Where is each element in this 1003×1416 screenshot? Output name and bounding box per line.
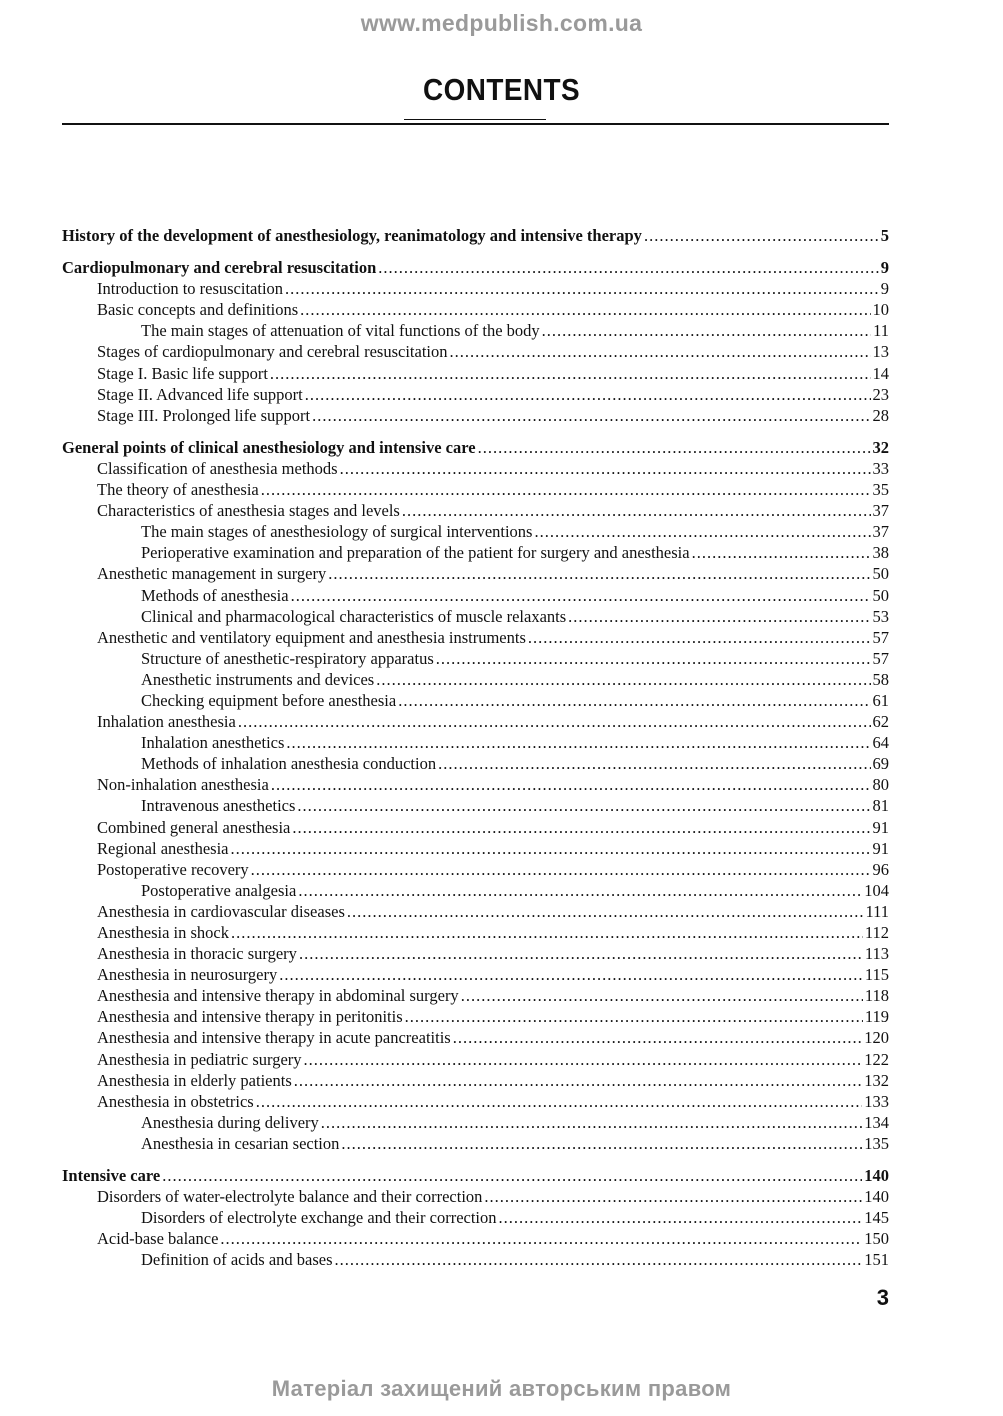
toc-entry-page: 113 — [864, 944, 889, 964]
dot-leader — [304, 1049, 863, 1070]
dot-leader — [321, 1112, 862, 1133]
toc-entry-page: 10 — [872, 300, 889, 320]
toc-entry[interactable] — [62, 732, 889, 753]
dot-leader — [305, 384, 871, 405]
toc-entry[interactable] — [62, 1049, 889, 1070]
toc-entry-page: 28 — [872, 405, 889, 425]
toc-entry-label: Anesthesia during delivery — [141, 1112, 319, 1132]
toc-entry-label: Stages of cardiopulmonary and cerebral resuscitation — [97, 342, 448, 362]
toc-entry-page: 80 — [872, 775, 889, 795]
toc-entry-label: Disorders of electrolyte exchange and their correction — [141, 1208, 497, 1228]
watermark-url: www.medpublish.com.ua — [360, 10, 643, 36]
toc-entry-page: 23 — [872, 384, 889, 404]
toc-entry-label: Introduction to resuscitation — [97, 279, 284, 299]
toc-entry[interactable] — [62, 1249, 889, 1270]
toc-entry-page: 120 — [864, 1028, 889, 1048]
toc-entry-label: Anesthesia in shock — [97, 923, 229, 942]
toc-entry-label: Perioperative examination and preparation of the patient for surgery and anesthesia — [141, 543, 690, 563]
dot-leader — [378, 257, 878, 278]
dot-leader — [340, 458, 871, 479]
toc-entry-label: Classification of anesthesia methods — [97, 458, 338, 478]
toc-entry[interactable] — [62, 1006, 889, 1027]
toc-section — [62, 225, 889, 246]
toc-entry-label: Combined general anesthesia — [97, 817, 291, 837]
dot-leader — [328, 563, 870, 584]
toc-entry[interactable] — [62, 606, 889, 627]
toc-entry-page: 37 — [872, 501, 889, 521]
toc-entry-label: Intravenous anesthetics — [141, 796, 296, 816]
toc-entry[interactable] — [62, 542, 889, 563]
toc-entry[interactable] — [62, 1228, 889, 1249]
toc-entry[interactable] — [62, 1070, 889, 1091]
dot-leader — [286, 732, 870, 753]
toc-entry-page: 133 — [864, 1091, 889, 1111]
toc-entry[interactable] — [62, 458, 889, 479]
dot-leader — [542, 320, 871, 341]
toc-entry-label: Postoperative analgesia — [141, 880, 297, 900]
toc-entry-page: 140 — [864, 1187, 889, 1207]
toc-entry-label: Definition of acids and bases — [141, 1250, 333, 1270]
toc-entry-page: 112 — [864, 923, 889, 942]
dot-leader — [220, 1228, 862, 1249]
toc-entry-label: Checking equipment before anesthesia — [141, 690, 397, 710]
dot-leader — [405, 1006, 863, 1027]
toc-entry[interactable] — [62, 943, 889, 964]
dot-leader — [292, 817, 870, 838]
toc-section — [62, 437, 889, 1154]
toc-entry-page: 58 — [872, 669, 889, 689]
toc-entry-page: 50 — [872, 585, 889, 605]
toc-entry[interactable] — [62, 500, 889, 521]
toc-entry[interactable] — [62, 1112, 889, 1133]
toc-entry-label: Postoperative recovery — [97, 859, 249, 879]
toc-entry-label: The theory of anesthesia — [97, 480, 259, 500]
toc-entry-page: 11 — [873, 321, 889, 341]
toc-entry-page: 118 — [864, 986, 889, 1006]
toc-entry-label: Basic concepts and definitions — [97, 300, 299, 320]
dot-leader — [644, 225, 879, 246]
toc-chapter-entry[interactable] — [62, 437, 889, 458]
dot-leader — [436, 648, 871, 669]
toc-entry[interactable] — [62, 585, 889, 606]
dot-leader — [291, 585, 871, 606]
toc-entry-page: 145 — [864, 1208, 889, 1228]
dot-leader — [461, 985, 863, 1006]
toc-entry-page: 62 — [872, 712, 889, 732]
toc-entry-label: Anesthesia in cardiovascular diseases — [97, 901, 345, 921]
toc-entry-label: Stage III. Prolonged life support — [97, 405, 311, 425]
toc-entry-page: 91 — [872, 817, 889, 837]
toc-entry-label: The main stages of anesthesiology of surgical interventions — [141, 522, 533, 542]
dot-leader — [251, 859, 871, 880]
toc-entry-label: Structure of anesthetic-respiratory apparatus — [141, 648, 434, 668]
dot-leader — [478, 437, 871, 458]
dot-leader — [297, 795, 870, 816]
title-underline — [404, 119, 546, 120]
toc-entry-label: Characteristics of anesthesia stages and levels — [97, 501, 400, 521]
toc-entry-page: 111 — [865, 901, 889, 921]
toc-entry[interactable] — [62, 838, 889, 859]
toc-entry[interactable] — [62, 363, 889, 384]
toc-entry-label: Anesthetic instruments and devices — [141, 669, 375, 689]
toc-entry-label: Inhalation anesthesia — [97, 712, 236, 732]
dot-leader — [162, 1165, 862, 1186]
copyright-watermark: Матеріал захищений авторським правом — [271, 1376, 732, 1401]
toc-entry[interactable] — [62, 278, 889, 299]
toc-entry[interactable] — [62, 1186, 889, 1207]
dot-leader — [335, 1249, 863, 1270]
toc-entry-label: Anesthesia in thoracic surgery — [97, 944, 297, 964]
dot-leader — [298, 880, 862, 901]
dot-leader — [238, 711, 871, 732]
toc-entry-page: 5 — [880, 226, 889, 245]
dot-leader — [499, 1207, 863, 1228]
toc-entry[interactable] — [62, 384, 889, 405]
toc-entry[interactable] — [62, 901, 889, 922]
toc-entry-label: Stage II. Advanced life support — [97, 384, 303, 404]
toc-entry-label: Anesthesia in cesarian section — [141, 1133, 340, 1153]
toc-chapter-entry[interactable] — [62, 1165, 889, 1186]
dot-leader — [528, 627, 871, 648]
page-title: CONTENTS — [422, 72, 581, 107]
dot-leader — [261, 479, 871, 500]
toc-entry[interactable] — [62, 795, 889, 816]
toc-entry-page: 38 — [872, 543, 889, 563]
toc-entry-label: General points of clinical anesthesiology and intensive care — [62, 437, 476, 457]
toc-entry-page: 150 — [864, 1229, 889, 1249]
toc-entry-page: 151 — [864, 1250, 889, 1270]
toc-entry-page: 50 — [872, 564, 889, 584]
toc-entry-page: 64 — [872, 733, 889, 753]
header-rule — [62, 123, 889, 125]
toc-entry-page: 69 — [872, 754, 889, 774]
toc-entry-page: 91 — [872, 838, 889, 858]
dot-leader — [347, 901, 864, 922]
toc-entry-page: 134 — [864, 1112, 889, 1132]
toc-entry-page: 35 — [872, 480, 889, 500]
toc-entry[interactable] — [62, 964, 889, 985]
toc-entry[interactable] — [62, 341, 889, 362]
toc-entry-page: 61 — [872, 690, 889, 710]
dot-leader — [312, 405, 870, 426]
toc-entry[interactable] — [62, 648, 889, 669]
toc-entry-label: Anesthesia in pediatric surgery — [97, 1049, 302, 1069]
toc-entry-page: 57 — [872, 648, 889, 668]
toc-entry[interactable] — [62, 690, 889, 711]
toc-entry-page: 32 — [872, 437, 889, 457]
toc-entry-page: 140 — [864, 1166, 889, 1186]
toc-entry-label: Anesthesia and intensive therapy in peritonitis — [97, 1007, 403, 1027]
dot-leader — [231, 922, 863, 943]
dot-leader — [341, 1133, 862, 1154]
dot-leader — [534, 521, 870, 542]
dot-leader — [285, 278, 879, 299]
toc-entry-label: Intensive care — [62, 1166, 161, 1186]
toc-entry-label: Methods of anesthesia — [141, 585, 289, 605]
dot-leader — [568, 606, 870, 627]
toc-entry-page: 53 — [872, 606, 889, 626]
toc-entry[interactable] — [62, 774, 889, 795]
toc-entry[interactable] — [62, 859, 889, 880]
toc-chapter-entry[interactable] — [62, 225, 889, 246]
dot-leader — [294, 1070, 863, 1091]
toc-entry[interactable] — [62, 1133, 889, 1154]
toc-entry-page: 96 — [872, 859, 889, 879]
dot-leader — [376, 669, 870, 690]
toc-entry-label: Anesthesia in neurosurgery — [97, 965, 278, 985]
toc-entry[interactable] — [62, 922, 889, 943]
toc-entry[interactable] — [62, 405, 889, 426]
toc-entry-label: The main stages of attenuation of vital functions of the body — [141, 321, 540, 341]
toc-entry-label: Regional anesthesia — [97, 838, 229, 858]
toc-entry-page: 104 — [864, 880, 889, 900]
toc-section — [62, 1165, 889, 1270]
toc-entry-page: 132 — [864, 1070, 889, 1090]
toc-entry-label: Disorders of water-electrolyte balance and their correction — [97, 1187, 483, 1207]
dot-leader — [484, 1186, 862, 1207]
toc-entry[interactable] — [62, 1091, 889, 1112]
toc-entry-page: 81 — [872, 796, 889, 816]
toc-entry-label: Acid-base balance — [97, 1229, 219, 1249]
toc-entry[interactable] — [62, 1027, 889, 1048]
toc-entry-label: Anesthetic management in surgery — [97, 564, 327, 584]
toc-entry-label: Clinical and pharmacological characteristics of muscle relaxants — [141, 606, 567, 626]
toc-entry-page: 122 — [864, 1049, 889, 1069]
toc-entry[interactable] — [62, 711, 889, 732]
toc-entry-label: History of the development of anesthesiology, reanimatology and intensive therapy — [62, 226, 642, 245]
toc-entry[interactable] — [62, 479, 889, 500]
toc-chapter-entry[interactable] — [62, 257, 889, 278]
dot-leader — [270, 363, 871, 384]
toc-entry-label: Methods of inhalation anesthesia conduction — [141, 754, 437, 774]
dot-leader — [450, 341, 871, 362]
toc-entry[interactable] — [62, 817, 889, 838]
toc-entry[interactable] — [62, 753, 889, 774]
page-number: 3 — [876, 1285, 889, 1310]
toc-entry[interactable] — [62, 880, 889, 901]
table-of-contents — [62, 225, 889, 1282]
dot-leader — [453, 1027, 863, 1048]
dot-leader — [256, 1091, 863, 1112]
toc-entry-page: 33 — [872, 458, 889, 478]
toc-entry-label: Cardiopulmonary and cerebral resuscitation — [62, 258, 377, 278]
toc-entry-label: Anesthesia and intensive therapy in acute pancreatitis — [97, 1028, 451, 1048]
dot-leader — [438, 753, 870, 774]
toc-entry-page: 37 — [872, 522, 889, 542]
toc-entry-page: 9 — [880, 258, 889, 278]
toc-entry[interactable] — [62, 1207, 889, 1228]
toc-entry[interactable] — [62, 563, 889, 584]
toc-entry-label: Anesthesia in obstetrics — [97, 1091, 254, 1111]
dot-leader — [231, 838, 871, 859]
toc-entry-page: 115 — [864, 965, 889, 985]
toc-entry-label: Non-inhalation anesthesia — [97, 775, 269, 795]
toc-entry[interactable] — [62, 985, 889, 1006]
dot-leader — [300, 299, 870, 320]
dot-leader — [299, 943, 863, 964]
toc-entry-label: Anesthetic and ventilatory equipment and anesthesia instruments — [97, 627, 526, 647]
toc-entry[interactable] — [62, 627, 889, 648]
toc-entry-page: 135 — [864, 1133, 889, 1153]
toc-entry-label: Inhalation anesthetics — [141, 733, 285, 753]
toc-entry[interactable] — [62, 299, 889, 320]
dot-leader — [692, 542, 871, 563]
toc-entry-page: 57 — [872, 627, 889, 647]
dot-leader — [271, 774, 871, 795]
dot-leader — [398, 690, 870, 711]
toc-entry-label: Stage I. Basic life support — [97, 363, 268, 383]
toc-entry-label: Anesthesia and intensive therapy in abdominal surgery — [97, 986, 459, 1006]
toc-entry-label: Anesthesia in elderly patients — [97, 1070, 292, 1090]
toc-entry-page: 9 — [880, 279, 889, 299]
toc-entry[interactable] — [62, 320, 889, 341]
toc-entry-page: 13 — [872, 342, 889, 362]
toc-entry-page: 119 — [864, 1007, 889, 1027]
toc-entry-page: 14 — [872, 363, 889, 383]
toc-entry[interactable] — [62, 521, 889, 542]
toc-section — [62, 257, 889, 426]
dot-leader — [402, 500, 871, 521]
toc-entry[interactable] — [62, 669, 889, 690]
dot-leader — [279, 964, 863, 985]
